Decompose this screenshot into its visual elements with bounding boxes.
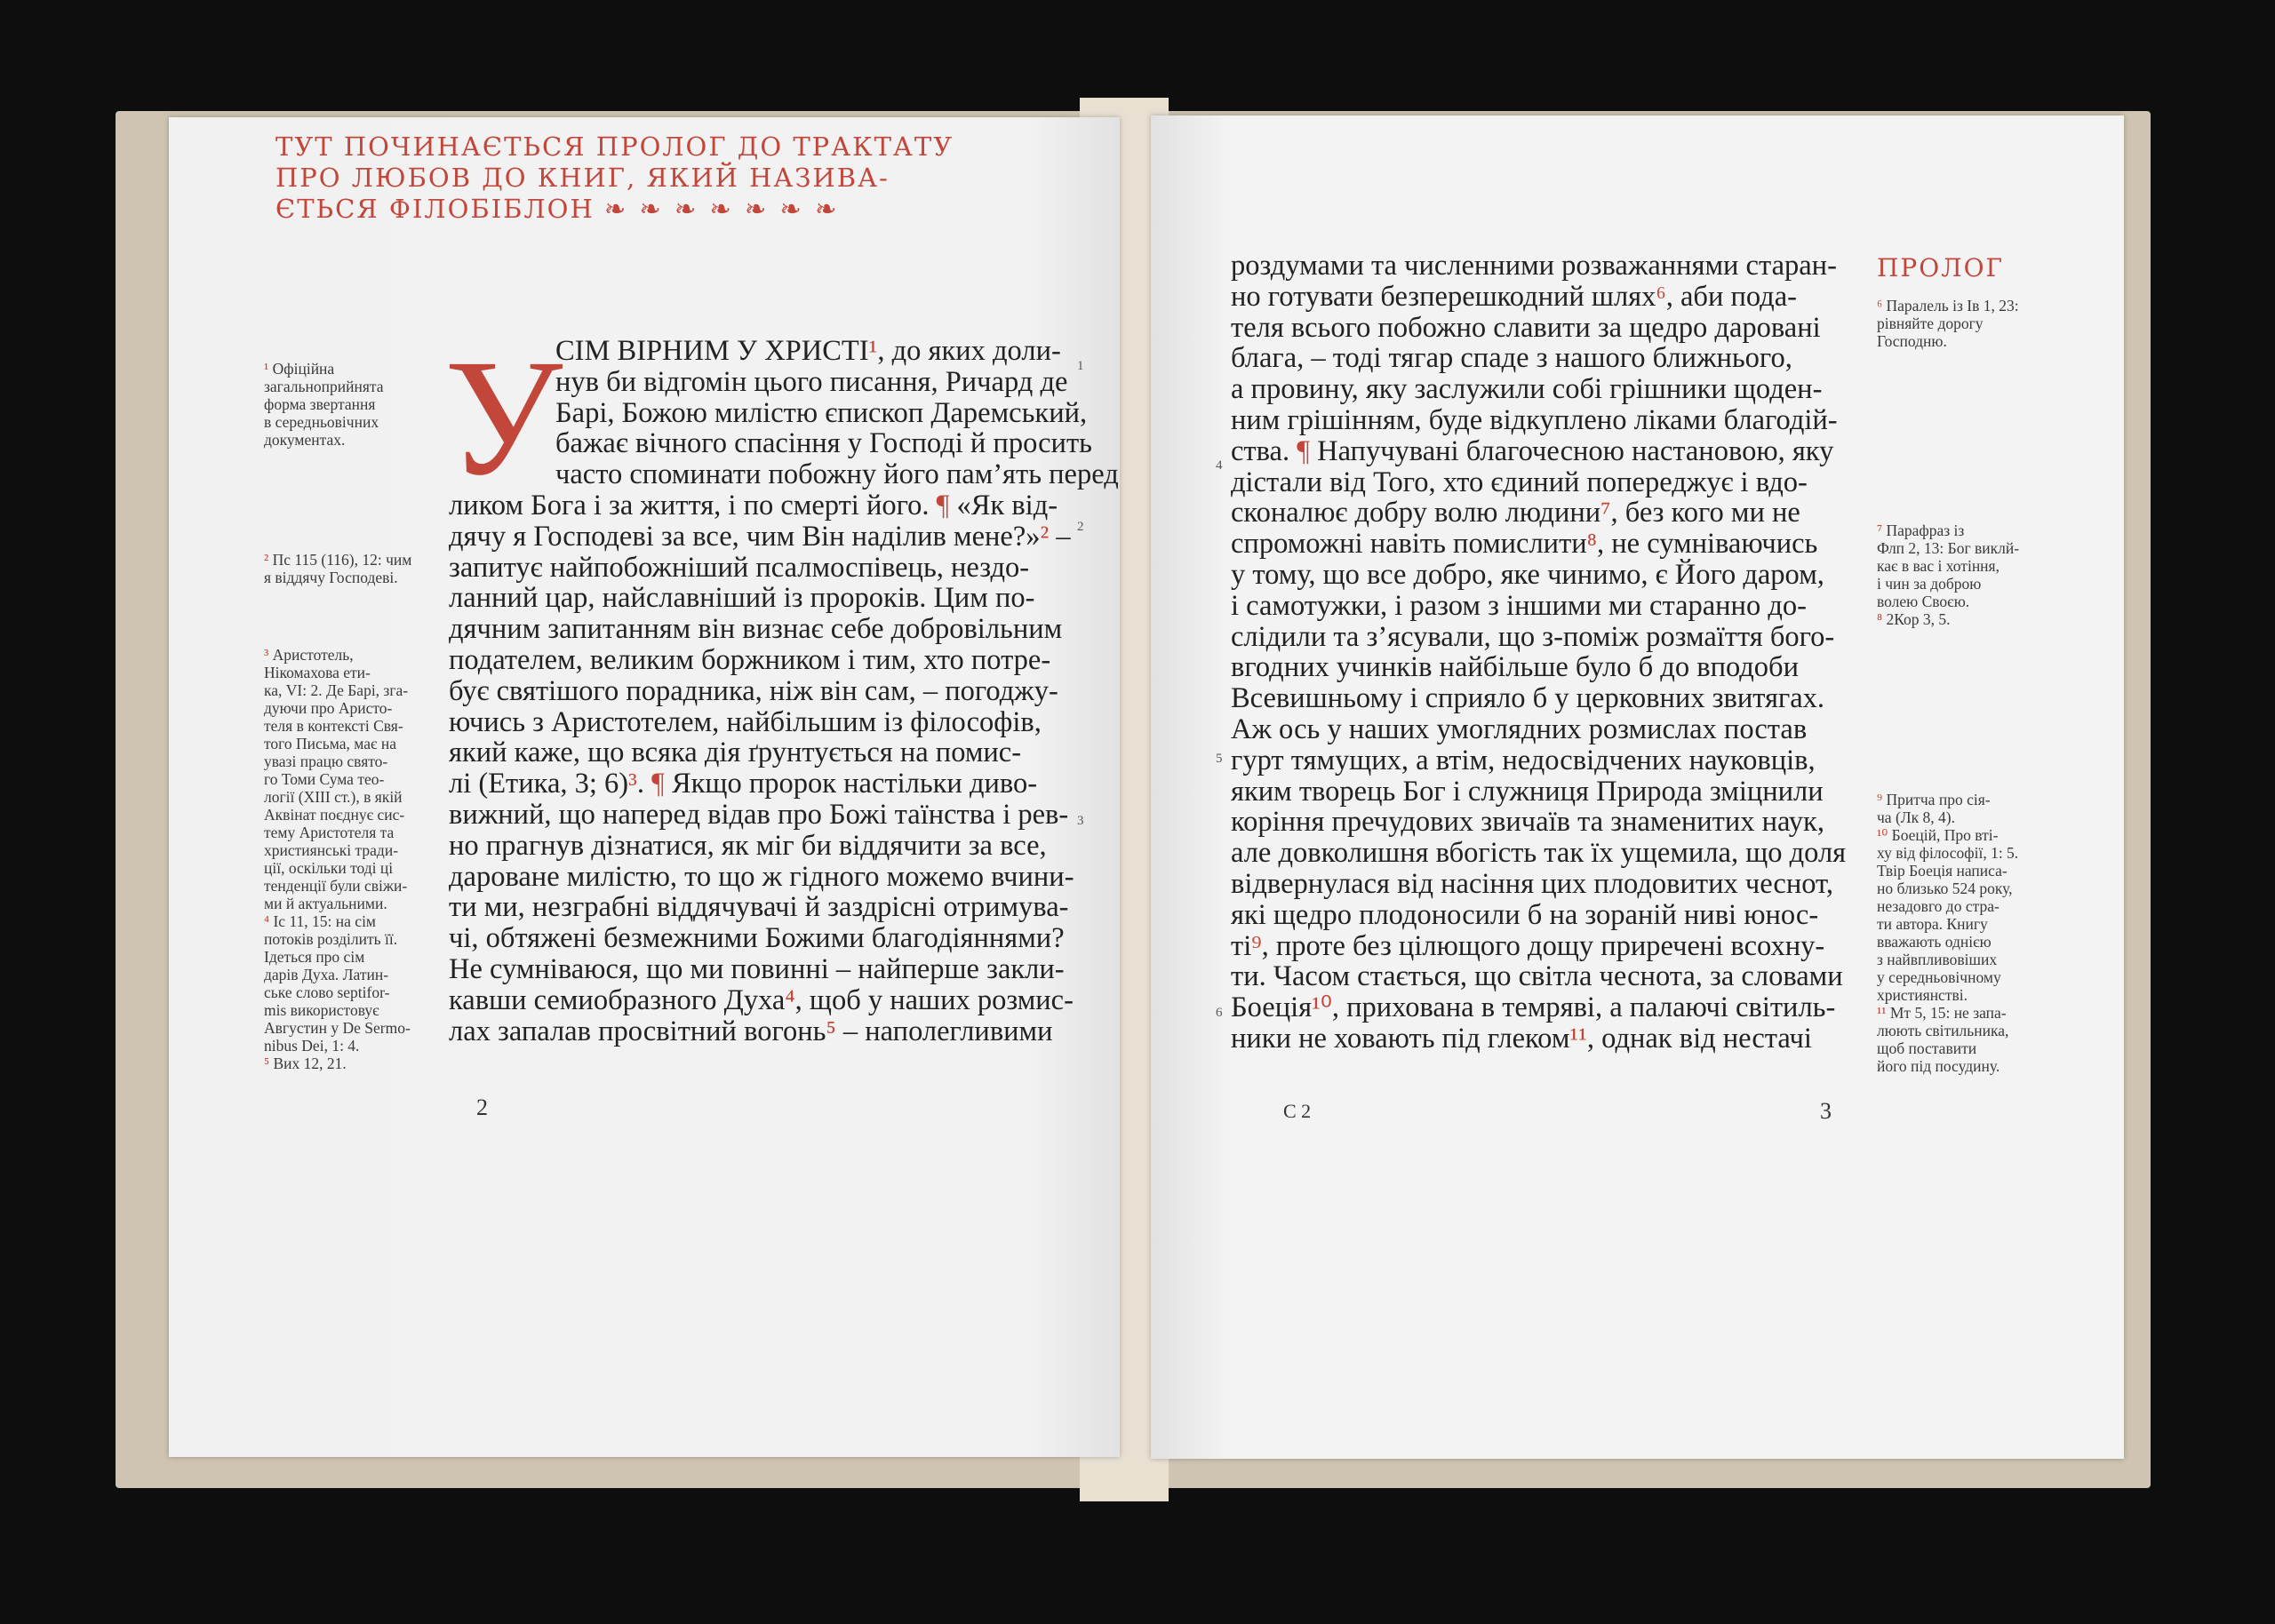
note-line: потоків розділить її. bbox=[264, 930, 398, 948]
line-marker: 1 bbox=[1077, 359, 1084, 373]
note-line: ⁸ 2Кор 3, 5. bbox=[1877, 610, 1951, 628]
note-line: в середньовічних bbox=[264, 413, 379, 431]
note-line: його під посудину. bbox=[1877, 1057, 2000, 1075]
note-line: ти автора. Книгу bbox=[1877, 915, 1988, 933]
note-line: го Томи Сума тео- bbox=[264, 770, 385, 788]
body-line: Боеція¹⁰, прихована в темряві, а палаючі світиль- bbox=[1231, 991, 1836, 1024]
note-line: рівняйте дорогу bbox=[1877, 314, 1984, 332]
body-line: бажає вічного спасіння у Господі й просить bbox=[555, 427, 1092, 460]
note-line: і чин за доброю bbox=[1877, 575, 1982, 593]
note-line: увазі працю свято- bbox=[264, 752, 388, 770]
body-line: теля всього побожно славити за щедро даровані bbox=[1231, 311, 1821, 344]
body-line: гурт тямущих, а втім, недосвідчених науковців, bbox=[1231, 744, 1816, 776]
footnote-3-5 bbox=[264, 646, 411, 1072]
note-line: з найвпливовіших bbox=[1877, 951, 1998, 968]
note-line: кає в вас і хотіння, bbox=[1877, 557, 2000, 575]
body-line: сконалює добру волю людини⁷, без кого ми не bbox=[1231, 497, 1800, 529]
body-line: дістали від Того, хто єдиний попереджує і вдо- bbox=[1231, 466, 1808, 498]
body-line: бує святішого порадника, ніж він сам, – погоджу- bbox=[449, 674, 1058, 707]
note-line: ¹¹ Мт 5, 15: не запа- bbox=[1877, 1004, 2007, 1022]
note-line: ¹⁰ Боецій, Про вті- bbox=[1877, 826, 1999, 844]
note-line: Твір Боеція написа- bbox=[1877, 862, 2008, 880]
body-line: роздумами та численними розважаннями старан- bbox=[1231, 250, 1837, 282]
note-line: mis використовує bbox=[264, 1001, 379, 1019]
drop-capital: У bbox=[444, 324, 563, 510]
page-number-right: 3 bbox=[1820, 1098, 1832, 1124]
note-line: я віддячу Господеві. bbox=[264, 569, 398, 586]
footnote-9-11 bbox=[1877, 791, 2018, 1075]
note-line: волею Своєю. bbox=[1877, 593, 1970, 610]
body-line: кавши семиобразного Духа⁴, щоб у наших розмис- bbox=[449, 983, 1074, 1016]
footnote-2 bbox=[264, 551, 411, 586]
ornament-fleurons: ❧ ❧ ❧ ❧ ❧ ❧ ❧ bbox=[603, 194, 840, 224]
body-line: ним грішінням, буде відкуплено ліками благодій- bbox=[1231, 403, 1838, 436]
note-line: документах. bbox=[264, 431, 346, 449]
body-line: СІМ ВІРНИМ У ХРИСТІ¹, до яких доли- bbox=[555, 335, 1061, 367]
body-line: ликом Бога і за життя, і по смерті його. ¶ «Як від- bbox=[449, 489, 1058, 521]
note-line: форма звертання bbox=[264, 395, 376, 413]
body-line: який каже, що всяка дія ґрунтується на помис- bbox=[449, 736, 1022, 769]
body-line: лі (Етика, 3; 6)³. ¶ Якщо пророк настільки диво- bbox=[449, 768, 1038, 800]
heading-line: ПРО ЛЮБОВ ДО КНИГ, ЯКИЙ НАЗИВА- bbox=[275, 163, 890, 193]
note-line: того Письма, має на bbox=[264, 735, 396, 752]
note-line: ча (Лк 8, 4). bbox=[1877, 808, 1955, 826]
note-line: ське слово septifor- bbox=[264, 983, 390, 1001]
footnote-6 bbox=[1877, 297, 2019, 350]
note-line: незадовго до стра- bbox=[1877, 897, 2000, 915]
body-line: ти. Часом стається, що світла чеснота, за словами bbox=[1231, 960, 1843, 993]
body-line: які щедро плодоносили б на зораній ниві юнос- bbox=[1231, 898, 1819, 931]
body-line: лах запалав просвітний вогонь⁵ – наполегливими bbox=[449, 1015, 1053, 1047]
footnote-7-8 bbox=[1877, 521, 2019, 628]
body-line: вгодних учинків найбільше було б до вподоби bbox=[1231, 651, 1799, 684]
body-line: ті⁹, проте без цілющого дощу приречені всохну- bbox=[1231, 929, 1825, 962]
note-line: ⁵ Вих 12, 21. bbox=[264, 1055, 347, 1072]
note-line: тему Аристотеля та bbox=[264, 824, 395, 841]
note-line: ¹ Офіційна bbox=[264, 360, 335, 378]
body-line: Барі, Божою милістю єпископ Даремський, bbox=[555, 396, 1088, 429]
line-marker: 6 bbox=[1216, 1006, 1223, 1020]
note-line: у середньовічному bbox=[1877, 968, 2001, 986]
body-line: запитує найпобожніший псалмоспівець, нездо- bbox=[449, 551, 1030, 584]
note-line: ⁴ Іс 11, 15: на сім bbox=[264, 912, 377, 930]
note-line: тенденції були свіжи- bbox=[264, 877, 408, 895]
body-line: дячу я Господеві за все, чим Він наділив мене?»² – bbox=[449, 520, 1071, 553]
body-line: часто споминати побожну його пам’ять перед bbox=[555, 458, 1119, 491]
body-line: слідили та з’ясували, що з-поміж розмаїття бого- bbox=[1231, 620, 1835, 653]
running-title: ПРОЛОГ bbox=[1877, 253, 2005, 283]
body-line: Не сумніваюся, що ми повинні – найперше закли- bbox=[449, 952, 1065, 985]
note-line: теля в контексті Свя- bbox=[264, 717, 403, 735]
line-marker: 2 bbox=[1077, 520, 1084, 534]
signature-mark: С 2 bbox=[1283, 1100, 1312, 1122]
heading-line-wrap bbox=[275, 194, 938, 225]
body-line: але довколишня вбогість так їх ущемила, що доля bbox=[1231, 837, 1847, 870]
note-line: ³ Аристотель, bbox=[264, 646, 354, 664]
line-marker: 5 bbox=[1216, 752, 1223, 766]
body-line: ючись з Аристотелем, найбільшим із філософів, bbox=[449, 705, 1042, 738]
heading-line: ЄТЬСЯ ФІЛОБІБЛОН bbox=[275, 194, 595, 224]
note-line: люють світильника, bbox=[1877, 1022, 2009, 1039]
note-line: ⁹ Притча про сія- bbox=[1877, 791, 1991, 808]
body-line: но готувати безперешкодний шлях⁶, аби пода- bbox=[1231, 280, 1797, 313]
note-line: Ідеться про сім bbox=[264, 948, 365, 966]
line-marker: 4 bbox=[1216, 458, 1223, 473]
body-line: дячним запитанням він визнає себе добровільним bbox=[449, 613, 1063, 646]
note-line: ми й актуальними. bbox=[264, 895, 387, 912]
line-marker: 3 bbox=[1077, 814, 1084, 828]
note-line: християнстві. bbox=[1877, 986, 1968, 1004]
note-line: дуючи про Аристо- bbox=[264, 699, 393, 717]
body-line: нув би відгомін цього писання, Ричард де bbox=[555, 365, 1068, 398]
note-line: щоб поставити bbox=[1877, 1039, 1977, 1057]
note-line: Нікомахова ети- bbox=[264, 664, 371, 681]
note-line: Августин у De Sermo- bbox=[264, 1019, 411, 1037]
note-line: ² Пс 115 (116), 12: чим bbox=[264, 551, 412, 569]
left-body-text bbox=[449, 335, 1119, 1047]
note-line: ка, VI: 2. Де Барі, зга- bbox=[264, 681, 409, 699]
body-line: і самотужки, і разом з іншими ми старанно до- bbox=[1231, 589, 1807, 622]
note-line: ху від філософії, 1: 5. bbox=[1877, 844, 2019, 862]
body-line: ти ми, незграбні віддячувачі й заздрісні отримува- bbox=[449, 891, 1069, 924]
note-line: Флп 2, 13: Бог виклй- bbox=[1877, 539, 2020, 557]
body-line: а провину, яку заслужили собі грішники щоден- bbox=[1231, 373, 1823, 406]
note-line: логії (XIII ст.), в якій bbox=[264, 788, 403, 806]
note-line: Аквінат поєднує сис- bbox=[264, 806, 405, 824]
note-line: загальноприйнята bbox=[264, 378, 384, 395]
note-line: ⁷ Парафраз із bbox=[1877, 521, 1965, 539]
body-line: чі, обтяжені безмежними Божими благодіяннями? bbox=[449, 922, 1065, 955]
body-line: ства. ¶ Напучувані благочесною настановою, яку bbox=[1231, 434, 1834, 467]
note-line: Господню. bbox=[1877, 332, 1947, 350]
note-line: ції, оскільки тоді ці bbox=[264, 859, 394, 877]
body-line: відвернулася від насіння цих плодовитих чеснот, bbox=[1231, 867, 1833, 900]
body-line: яким творець Бог і служниця Природа зміцнили bbox=[1231, 775, 1824, 808]
page-number-left: 2 bbox=[476, 1095, 488, 1120]
note-line: дарів Духа. Латин- bbox=[264, 966, 389, 983]
chapter-heading bbox=[275, 131, 954, 225]
right-body-text bbox=[1231, 251, 1857, 1055]
body-line: ники не ховають під глеком¹¹, однак від нестачі bbox=[1231, 1022, 1812, 1055]
note-line: ⁶ Паралель із Ів 1, 23: bbox=[1877, 297, 2019, 314]
body-line: подателем, великим боржником і тим, хто потре- bbox=[449, 643, 1051, 676]
note-line: вважають однією bbox=[1877, 933, 1992, 951]
note-line: християнські тради- bbox=[264, 841, 399, 859]
body-line: вижний, що наперед відав про Божі таїнства і рев- bbox=[449, 798, 1069, 831]
body-line: Аж ось у наших умоглядних розмислах постав bbox=[1231, 712, 1808, 745]
body-line: у тому, що все добро, яке чинимо, є Його даром, bbox=[1231, 558, 1824, 591]
body-line: Всевишньому і сприяло б у церковних звитягах. bbox=[1231, 682, 1825, 715]
note-line: но близько 524 року, bbox=[1877, 880, 2013, 897]
heading-line: ТУТ ПОЧИНАЄТЬСЯ ПРОЛОГ ДО ТРАКТАТУ bbox=[275, 131, 954, 162]
body-line: но прагнув дізнатися, як міг би віддячити за все, bbox=[449, 829, 1047, 862]
body-line: блага, – тоді тягар спаде з нашого ближнього, bbox=[1231, 342, 1792, 375]
footnote-1 bbox=[264, 360, 384, 449]
body-line: спроможні навіть помислити⁸, не сумніваючись bbox=[1231, 528, 1818, 561]
body-line: коріння пречудових звичаїв та знаменитих наук, bbox=[1231, 806, 1824, 839]
body-line: дароване милістю, то що ж гідного можемо вчини- bbox=[449, 860, 1074, 893]
note-line: nibus Dei, 1: 4. bbox=[264, 1037, 360, 1055]
body-line: ланний цар, найславніший із пророків. Цим по- bbox=[449, 582, 1035, 615]
